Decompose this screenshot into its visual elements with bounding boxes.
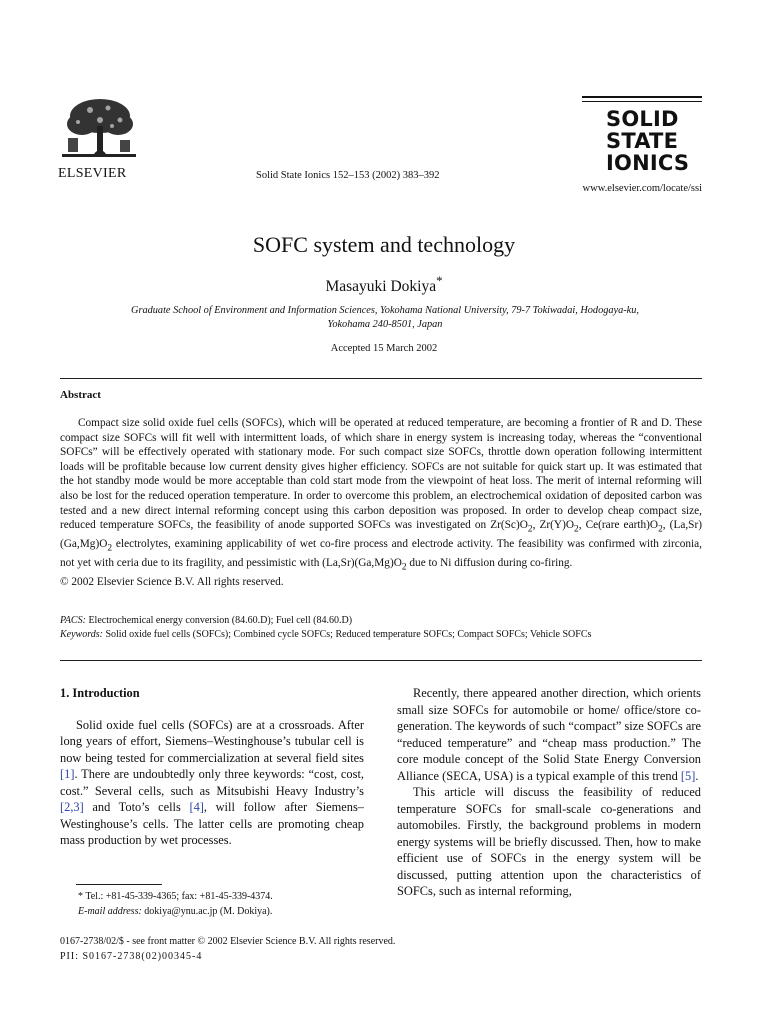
footnote-divider — [76, 884, 162, 885]
author-name: Masayuki Dokiya — [325, 278, 437, 296]
body-paragraph: Recently, there appeared another direction, which orients small size SOFCs for automobile or home/ office/store co-generation. The keywords of such “compact” size SOFCs are “reduced temperature” and “cheap mass production.” The core module concept of the Solid State Energy Conversion Alliance (SECA, USA) is a typical example of this trend [5]. — [397, 686, 701, 783]
citation-link[interactable]: [5] — [680, 768, 696, 783]
section-heading: 1. Introduction — [60, 686, 140, 700]
email-address[interactable]: dokiya@ynu.ac.jp (M. Dokiya). — [141, 906, 273, 917]
footnote — [78, 889, 273, 919]
journal-logo-line: IONICS — [606, 151, 690, 175]
divider — [60, 378, 702, 379]
author-line — [0, 273, 768, 296]
keywords-line — [60, 629, 591, 640]
affiliation-line: Yokohama 240-8501, Japan — [327, 319, 443, 330]
pacs-line — [60, 615, 352, 626]
logo-rule — [582, 96, 702, 98]
journal-url-link[interactable]: www.elsevier.com/locate/ssi — [582, 183, 702, 194]
journal-logo-line: SOLID — [606, 107, 679, 131]
journal-logo-line: STATE — [606, 129, 679, 153]
abstract-paragraph: Compact size solid oxide fuel cells (SOFCs), which will be operated at reduced temperature, are becoming a frontier of R and D. These compact size SOFCs will fit well with intermittent loads, of which share in energy system is increasing today, whereas the “conventional SOFCs” will be effectively operated with stationary mode. For such compact size SOFCs, throttle down operation following intermittent loads will be profitable because low current density gives higher efficiency. SOFCs are not suitable for quick start up. It was estimated that the hot standby mode would be more acceptable than cold start mode from the viewpoint of heat loss. The merit of internal reforming will also be lost for the reduced operation temperature. In order to overcome this problem, an electrochemical oxidation of deposited carbon was tested and a new direct internal reforming concept using this carbon deposition was proposed. In order to develop cheap compact size, reduced temperature SOFCs, the feasibility of anode supported SOFCs was investigated on $Zr(Sc)O_2$, $Zr(Y)O_2$, Ce(rare $earth)O_2$, $(La,Sr)(Ga,Mg)O_2$ electrolytes, examining applicability of wet co-fire process and electrode activity. The feasibility was confirmed with zirconia, not yet with ceria due to its fragility, and pessimistic with $(La,Sr)(Ga,Mg)O_2$ due to Ni diffusion during co-firing. — [60, 417, 702, 573]
keywords-text: Solid oxide fuel cells (SOFCs); Combined cycle SOFCs; Reduced temperature SOFCs; Compact SOFCs; Vehicle SOFCs — [102, 629, 592, 640]
abstract-body — [60, 416, 702, 589]
corresponding-author-mark[interactable]: * — [436, 273, 443, 288]
left-column — [60, 685, 364, 849]
email-label: E-mail address: — [78, 906, 142, 917]
abstract-heading: Abstract — [60, 389, 101, 401]
journal-citation: Solid State Ionics 152–153 (2002) 383–392 — [256, 170, 440, 181]
footnote-contact: * Tel.: +81-45-339-4365; fax: +81-45-339-4374. — [78, 891, 273, 902]
front-matter-info — [60, 934, 395, 964]
journal-logo — [582, 96, 702, 174]
author-affiliation — [90, 304, 680, 332]
logo-rule — [582, 101, 702, 102]
pii-line: PII: S0167-2738(02)00345-4 — [60, 951, 203, 962]
paper-title: SOFC system and technology — [252, 232, 516, 257]
citation-link[interactable]: [2,3] — [60, 800, 84, 814]
publisher-name: ELSEVIER — [58, 166, 127, 181]
pacs-text: Electrochemical energy conversion (84.60.D); Fuel cell (84.60.D) — [85, 615, 353, 626]
citation-link[interactable]: [1] — [60, 767, 75, 781]
affiliation-line: Graduate School of Environment and Information Sciences, Yokohama National University, 79-7 Tokiwadai, Hodogaya-ku, — [131, 305, 639, 316]
body-paragraph: This article will discuss the feasibility of reduced temperature SOFCs for small-scale co-generations and automobiles. Firstly, the background problems in modern energy systems will be briefly discussed. Then, how to make efficient use of SOFCs in the energy system will be discussed, putting attention upon the characteristics of SOFCs, such as internal reforming, — [397, 785, 701, 898]
divider — [60, 660, 702, 661]
right-column — [397, 685, 701, 900]
footnote-email-line — [78, 904, 273, 919]
pacs-label: PACS: — [60, 615, 86, 626]
abstract-copyright: © 2002 Elsevier Science B.V. All rights reserved. — [60, 575, 284, 588]
keywords-label: Keywords: — [60, 629, 103, 640]
body-paragraph: Solid oxide fuel cells (SOFCs) are at a crossroads. After long years of effort, Siemens–Westinghouse’s tubular cell is now being tested for commercialization at several field sites [1]. There are undoubtedly only three keywords: “cost, cost, cost.” Several cells, such as Mitsubishi Heavy Industry’s [2,3] and Toto’s cells [4], will follow after Siemens–Westinghouse’s cells. The latter cells are promoting cheap mass production by wet processes. — [60, 717, 364, 847]
issn-line: 0167-2738/02/$ - see front matter © 2002 Elsevier Science B.V. All rights reserved. — [60, 936, 396, 947]
citation-link[interactable]: [4] — [189, 800, 204, 814]
elsevier-tree-logo — [60, 96, 138, 162]
accepted-date: Accepted 15 March 2002 — [330, 343, 438, 354]
